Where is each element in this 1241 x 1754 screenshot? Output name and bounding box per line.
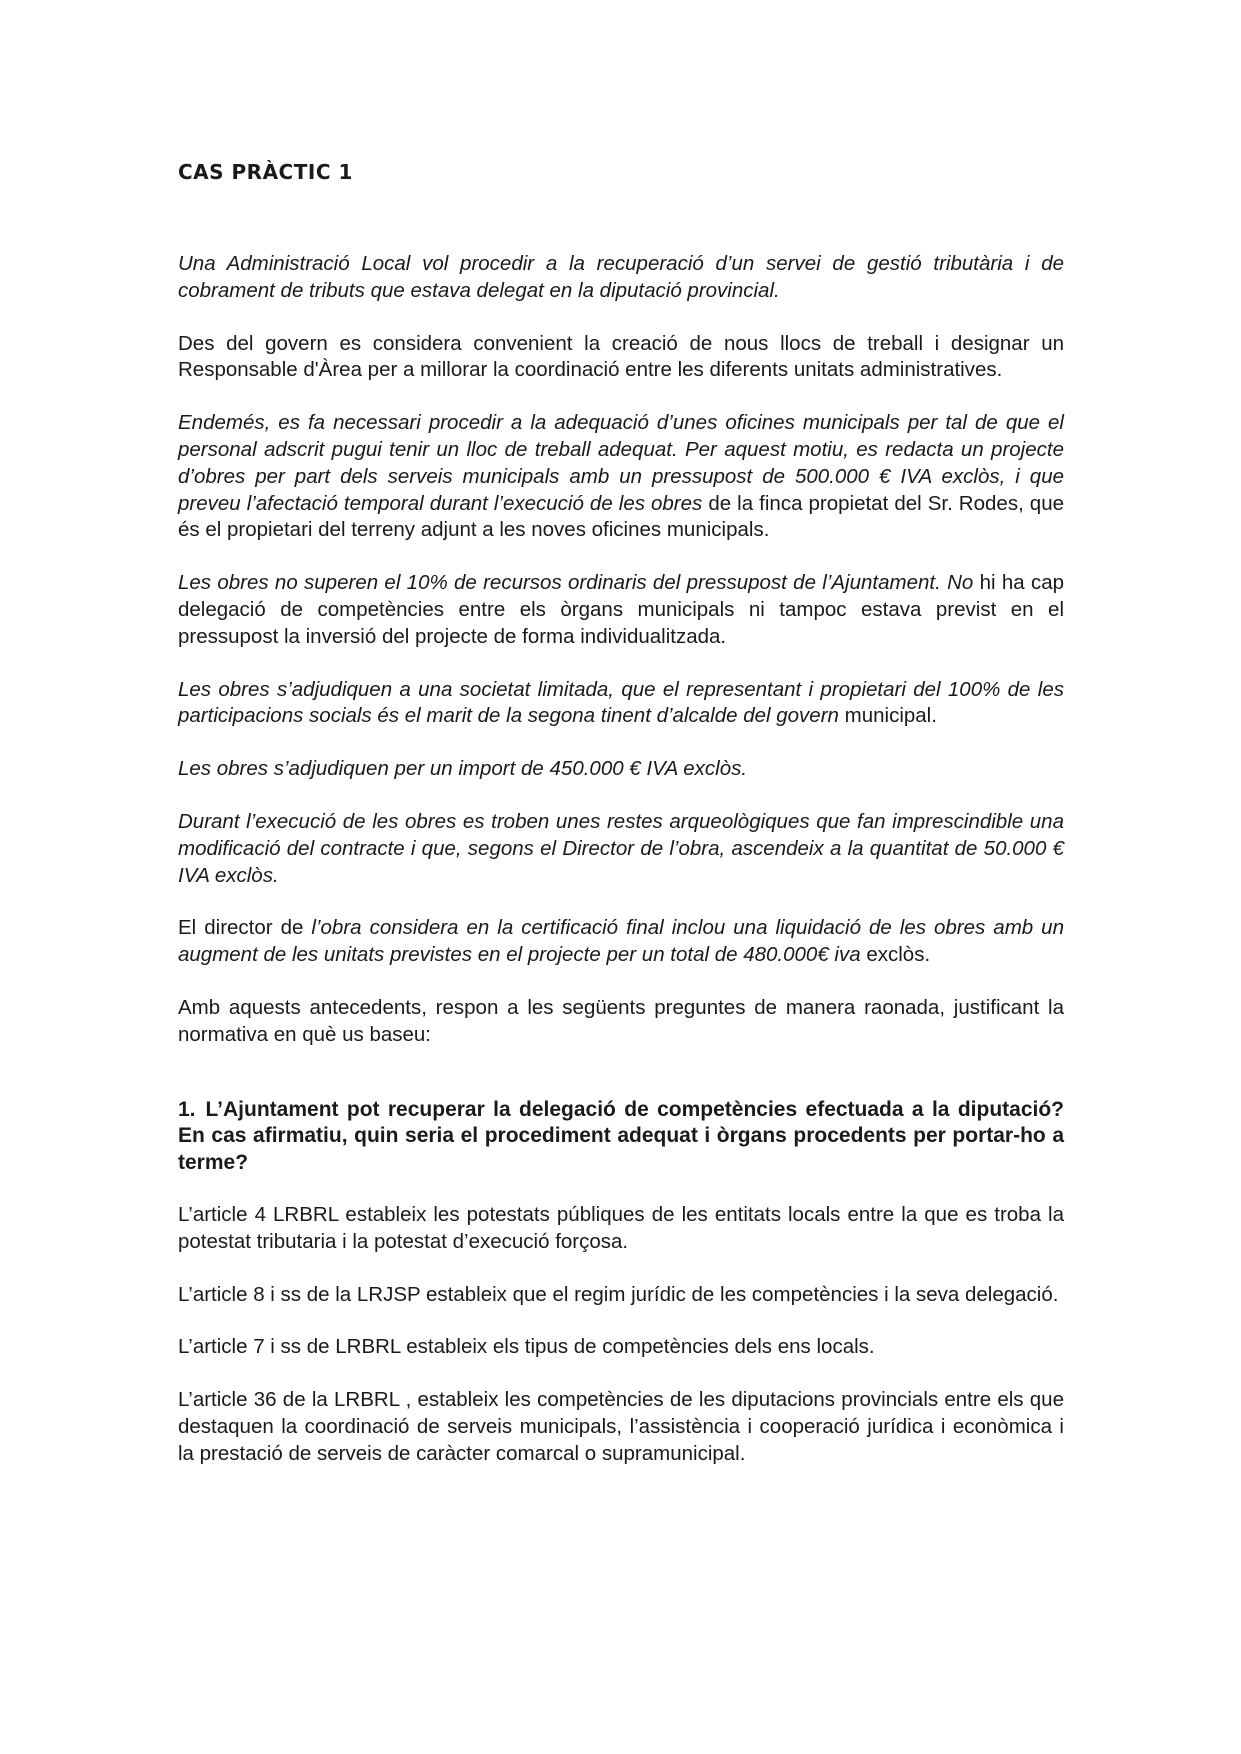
paragraph-liquidacio — [178, 915, 1064, 969]
question-1 — [178, 1097, 1064, 1177]
paragraph-recursos-part-2: hi ha cap delegació de competències entre els òrgans municipals ni tampoc estava previst en el pressupost la inversió del projecte de forma individualitzada. — [178, 571, 1064, 648]
paragraph-adjudicacio — [178, 677, 1064, 731]
answer-paragraph: L’article 7 i ss de LRBRL estableix els tipus de competències dels ens locals. — [178, 1335, 875, 1359]
paragraph-liquidacio-part-1: El director de — [178, 916, 312, 940]
paragraph-intro: Una Administració Local vol procedir a la recuperació d’un servei de gestió tributària i de cobrament de tributs que estava delegat en la diputació provincial. — [178, 252, 1064, 302]
paragraph-adjudicacio-part-1: Les obres s’adjudiquen a una societat limitada, que el representant i propietari del 100% de les participacions socials és el marit de la segona tinent d’alcalde del govern — [178, 677, 1064, 728]
paragraph-import: Les obres s’adjudiquen per un import de 450.000 € IVA exclòs. — [178, 757, 748, 781]
paragraph-antecedents: Amb aquests antecedents, respon a les següents preguntes de manera raonada, justificant la normativa en què us baseu: — [178, 995, 1064, 1046]
answer-paragraph: L’article 4 LRBRL estableix les potestats públiques de les entitats locals entre la que es troba la potestat tributaria i la potestat d’execució forçosa. — [178, 1203, 1064, 1253]
paragraph-obres-part-3: de la finca propietat del Sr. Rodes, que és el propietari del terreny adjunt a les noves oficines municipals. — [178, 491, 1065, 542]
document-body — [178, 251, 1064, 1494]
paragraph-liquidacio-part-2: l’obra considera en la certificació final inclou una liquidació de les obres amb un augment de les unitats previstes en el projecte per un total de 480.000€ iva — [178, 916, 1064, 967]
document-title: CAS PRÀCTIC 1 — [178, 160, 353, 184]
answer-paragraph: L’article 36 de la LRBRL , estableix les competències de les diputacions provincials entre els que destaquen la coordinació de serveis municipals, l’assistència i cooperació jurídica i econòmica i la prestació de serveis de caràcter comarcal o supramunicipal. — [178, 1388, 1064, 1465]
paragraph-liquidacio-part-3: exclòs. — [860, 943, 931, 967]
question-text: L’Ajuntament pot recuperar la delegació de competències efectuada a la diputació? En cas afirmatiu, quin seria el procediment adequat i òrgans procedents per portar-ho a terme? — [178, 1097, 1064, 1174]
answer-paragraph: L’article 8 i ss de la LRJSP estableix que el regim jurídic de les competències i la seva delegació. — [178, 1282, 1059, 1306]
paragraph-govern: Des del govern es considera convenient la creació de nous llocs de treball i designar un Responsable d'Àrea per a millorar la coordinació entre les diferents unitats administratives. — [178, 331, 1064, 382]
paragraph-adjudicacio-part-2: municipal. — [838, 704, 937, 728]
paragraph-obres-part-2: es redacta un projecte d’obres per part dels serveis municipals amb un pressupost de 500.000 € IVA exclòs, i que preveu l’afectació temporal durant l’execució de les obres — [178, 437, 1064, 515]
paragraph-recursos — [178, 570, 1064, 650]
paragraph-modificacio: Durant l’execució de les obres es troben unes restes arqueològiques que fan imprescindible una modificació del contracte i que, segons el Director de l’obra, ascendeix a la quantitat de 50.000 € IVA exclòs. — [178, 809, 1064, 887]
paragraph-obres-part-1: Endemés, es fa necessari procedir a la adequació d’unes oficines municipals per tal de que el personal adscrit pugui tenir un lloc de treball adequat. Per aquest motiu, — [178, 411, 1064, 461]
paragraph-recursos-part-1: Les obres no superen el 10% de recursos ordinaris del pressupost de l’Ajuntament. No — [178, 571, 974, 595]
question-number: 1. — [178, 1097, 196, 1121]
paragraph-obres — [178, 410, 1064, 544]
